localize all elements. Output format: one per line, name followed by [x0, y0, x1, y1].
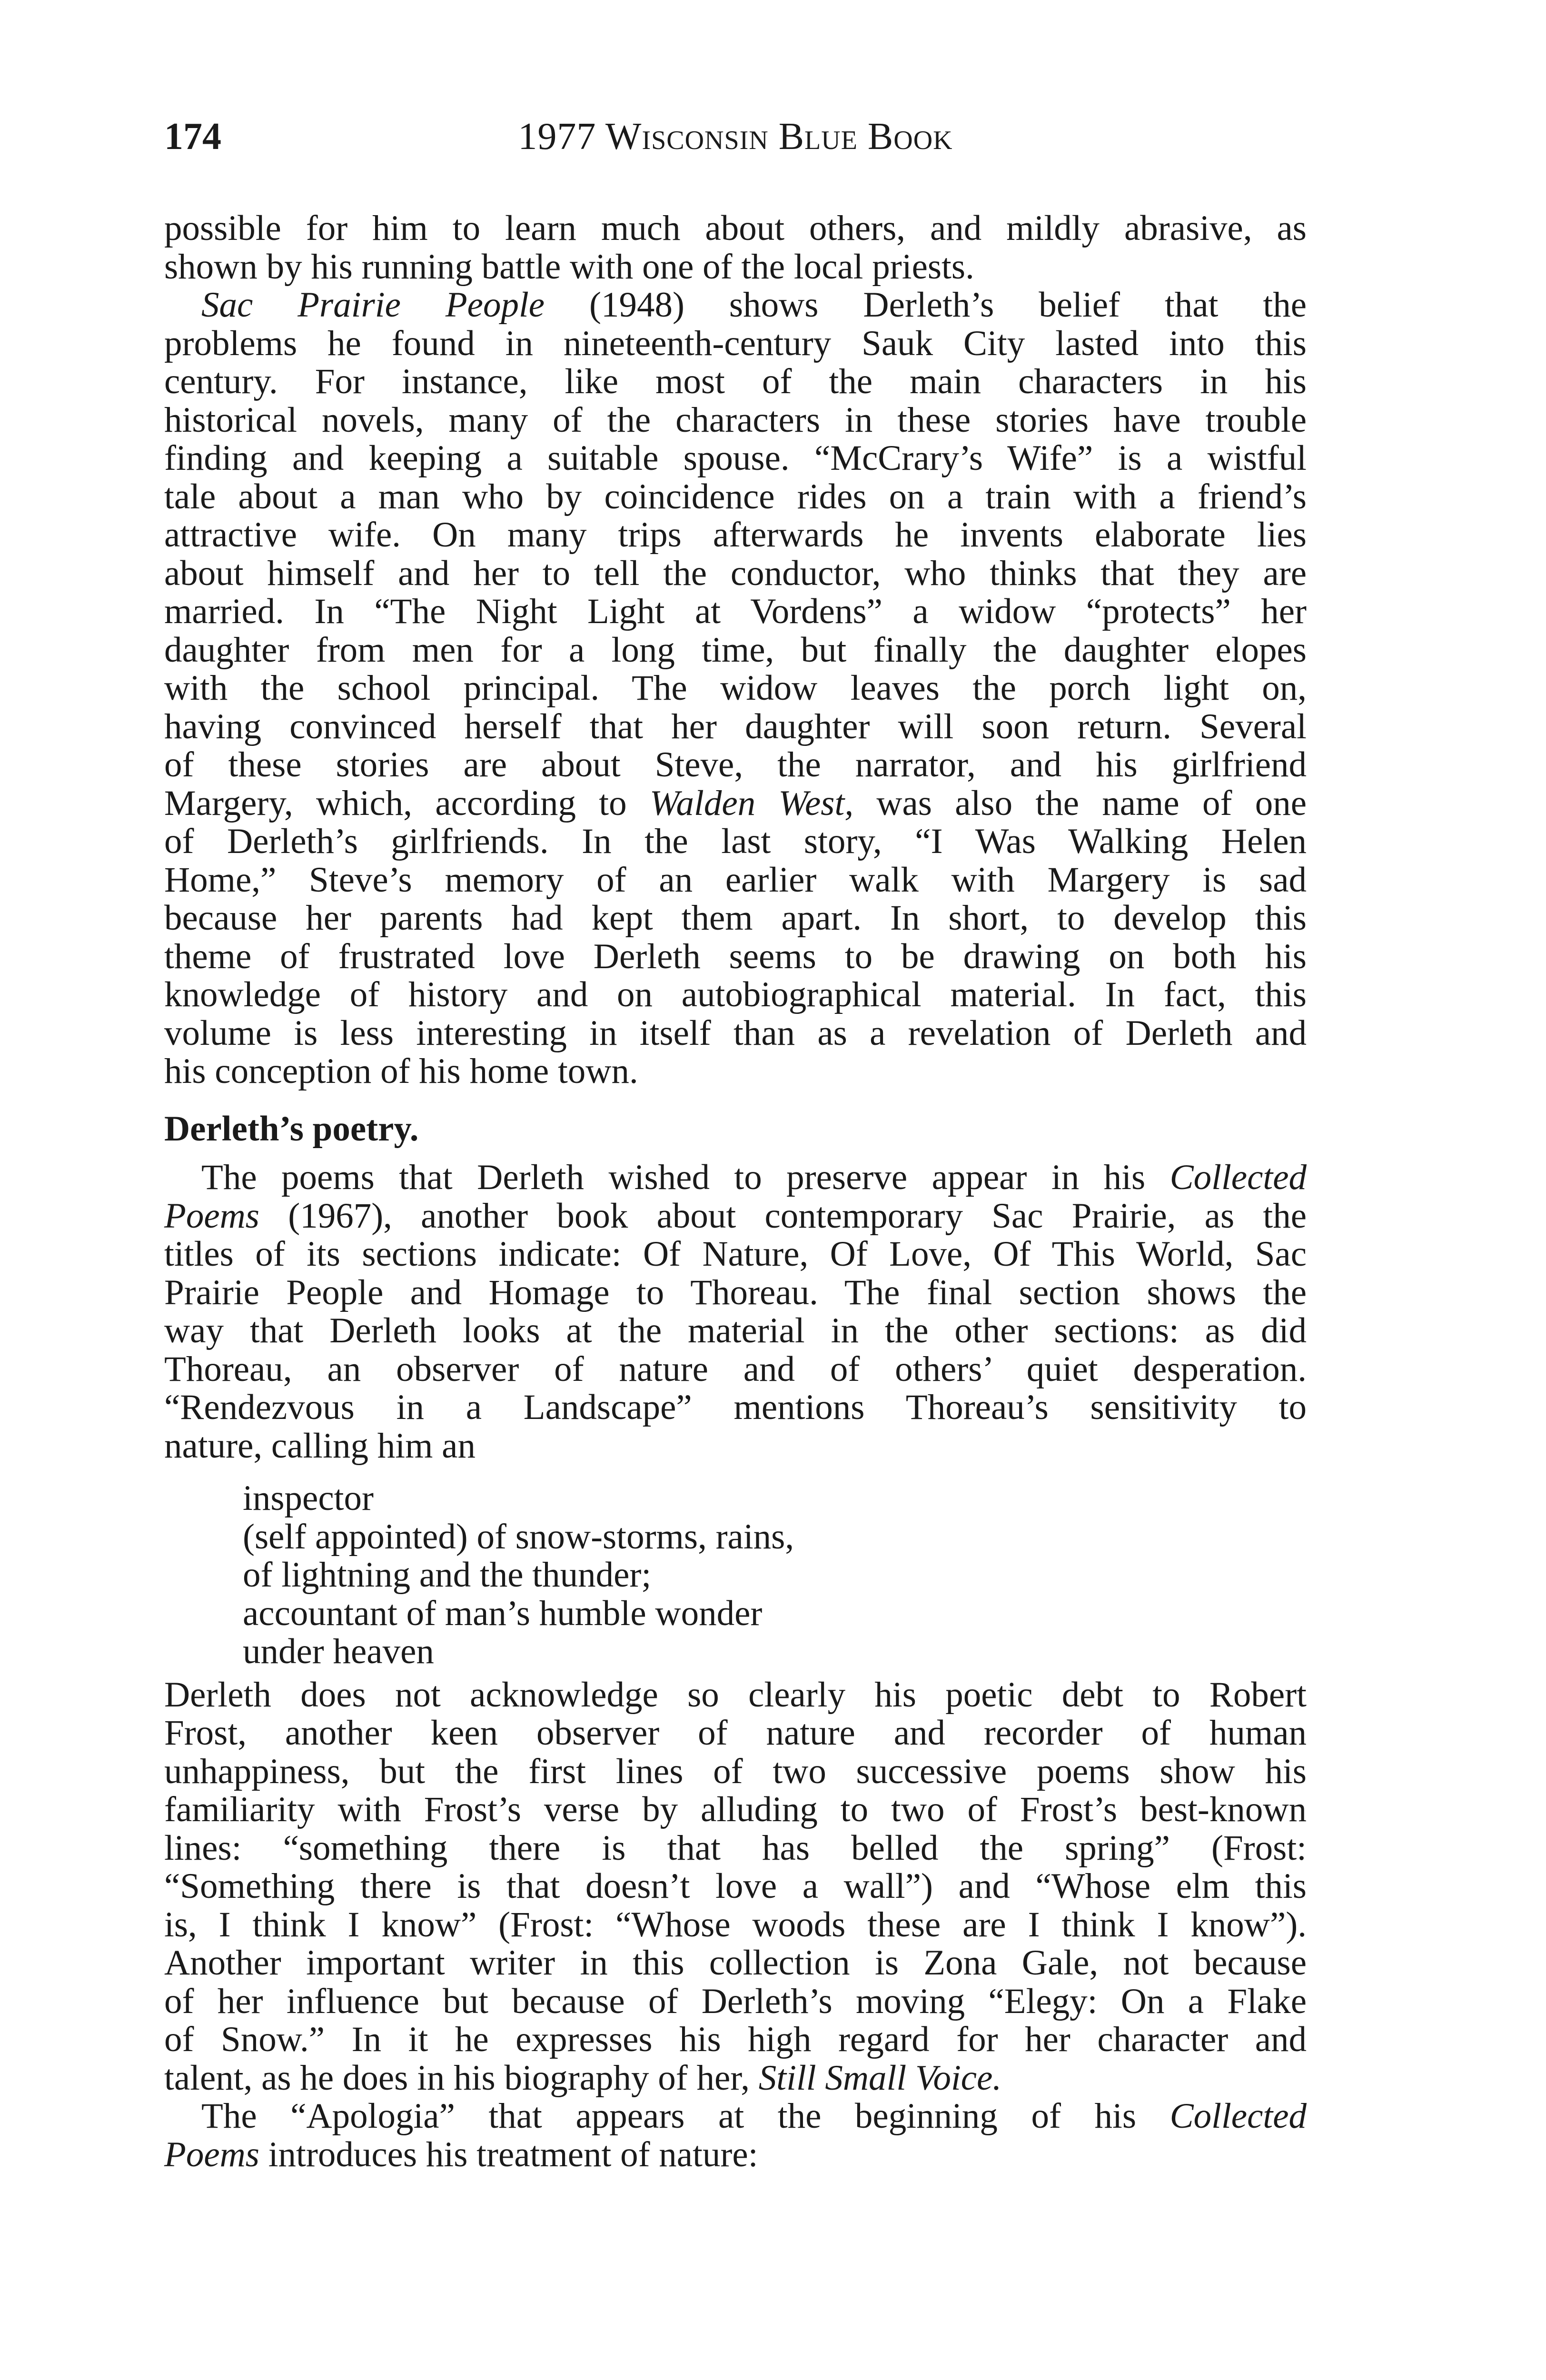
text-line: Thoreau, an observer of nature and of others’ quiet desperation.: [164, 1349, 1307, 1389]
text-line: is, I think I know” (Frost: “Whose woods these are I think I know”).: [164, 1904, 1307, 1944]
poem-line: (self appointed) of snow-storms, rains,: [243, 1517, 794, 1557]
text-line: titles of its sections indicate: Of Nature, Of Love, Of This World, Sac: [164, 1234, 1307, 1274]
text-line: theme of frustrated love Derleth seems to be drawing on both his: [164, 936, 1307, 976]
text-line: of Derleth’s girlfriends. In the last story, “I Was Walking Helen: [164, 822, 1307, 861]
text-line: because her parents had kept them apart. In short, to develop this: [164, 898, 1307, 938]
text-line: Poems (1967), another book about contemporary Sac Prairie, as the: [164, 1196, 1307, 1236]
text-line: Prairie People and Homage to Thoreau. The final section shows the: [164, 1272, 1307, 1312]
text-line: familiarity with Frost’s verse by alluding to two of Frost’s best-known: [164, 1790, 1307, 1829]
text-line: knowledge of history and on autobiographical material. In fact, this: [164, 975, 1307, 1014]
text-line: shown by his running battle with one of the local priests.: [164, 247, 974, 287]
text-line: married. In “The Night Light at Vordens” a widow “protects” her: [164, 592, 1307, 631]
text-line: attractive wife. On many trips afterwards he invents elaborate lies: [164, 515, 1307, 555]
poem-line: accountant of man’s humble wonder: [243, 1593, 763, 1633]
paragraph: [164, 286, 1307, 1091]
text-line: Home,” Steve’s memory of an earlier walk with Margery is sad: [164, 860, 1307, 900]
paragraph: [164, 1676, 1307, 2098]
text-line: lines: “something there is that has belled the spring” (Frost:: [164, 1828, 1307, 1868]
book-title-italic: Still Small Voice.: [758, 2058, 1002, 2098]
text-line: possible for him to learn much about others, and mildly abrasive, as: [164, 208, 1307, 248]
text-line: The poems that Derleth wished to preserve appear in his Collected: [201, 1158, 1307, 1197]
book-title-italic: Sac Prairie People: [201, 285, 545, 325]
text-line: The “Apologia” that appears at the beginning of his Collected: [201, 2096, 1307, 2136]
text-line: with the school principal. The widow leaves the porch light on,: [164, 668, 1307, 708]
body-text: [164, 209, 1307, 2174]
text-line: of her influence but because of Derleth’s moving “Elegy: On a Flake: [164, 1981, 1307, 2021]
text-line: unhappiness, but the first lines of two successive poems show his: [164, 1751, 1307, 1791]
text-line: talent, as he does in his biography of her, Still Small Voice.: [164, 2058, 1002, 2098]
text-line: tale about a man who by coincidence rides on a train with a friend’s: [164, 476, 1307, 516]
poem-line: of lightning and the thunder;: [243, 1555, 652, 1595]
text-line: century. For instance, like most of the main characters in his: [164, 362, 1307, 401]
running-head: [164, 110, 1307, 163]
book-title-italic: Poems: [164, 2134, 259, 2174]
text-line: his conception of his home town.: [164, 1051, 638, 1091]
text-line: Sac Prairie People (1948) shows Derleth’s belief that the: [201, 285, 1307, 325]
text-line: Frost, another keen observer of nature and recorder of human: [164, 1713, 1307, 1753]
book-title-italic: Poems: [164, 1196, 259, 1236]
paragraph: [164, 209, 1307, 286]
page-number: 174: [164, 116, 221, 158]
paragraph: [164, 2097, 1307, 2174]
text-line: about himself and her to tell the conductor, who thinks that they are: [164, 553, 1307, 593]
text-line: historical novels, many of the characters in these stories have trouble: [164, 400, 1307, 440]
text-line: having convinced herself that her daughter will soon return. Several: [164, 706, 1307, 746]
text-line: daughter from men for a long time, but finally the daughter elopes: [164, 630, 1307, 670]
book-title: 1977 Wisconsin Blue Book: [518, 116, 953, 158]
text-line: “Rendezvous in a Landscape” mentions Thoreau’s sensitivity to: [164, 1388, 1307, 1427]
text-line: way that Derleth looks at the material in the other sections: as did: [164, 1311, 1307, 1350]
poem-line: inspector: [243, 1478, 374, 1518]
paragraph: [164, 1159, 1307, 1465]
text-line: Poems introduces his treatment of nature:: [164, 2134, 758, 2174]
text-line: finding and keeping a suitable spouse. “McCrary’s Wife” is a wistful: [164, 438, 1307, 478]
book-title-italic: Collected: [1169, 2096, 1307, 2136]
text-line: problems he found in nineteenth-century Sauk City lasted into this: [164, 323, 1307, 363]
book-title-italic: Collected: [1169, 1158, 1307, 1197]
text-line: of Snow.” In it he expresses his high regard for her character and: [164, 2020, 1307, 2059]
text-line: “Something there is that doesn’t love a wall”) and “Whose elm this: [164, 1866, 1307, 1906]
text-line: nature, calling him an: [164, 1426, 476, 1466]
text-line: of these stories are about Steve, the narrator, and his girlfriend: [164, 745, 1307, 784]
section-heading: Derleth’s poetry.: [164, 1109, 419, 1149]
text-line: Derleth does not acknowledge so clearly his poetic debt to Robert: [164, 1675, 1307, 1715]
text-line: Another important writer in this collection is Zona Gale, not because: [164, 1943, 1307, 1983]
poem-line: under heaven: [243, 1632, 434, 1671]
text-line: Margery, which, according to Walden West, was also the name of one: [164, 783, 1307, 823]
poem-excerpt: [164, 1479, 1307, 1671]
book-title-italic: Walden West,: [649, 783, 854, 823]
text-line: volume is less interesting in itself than as a revelation of Derleth and: [164, 1013, 1307, 1053]
